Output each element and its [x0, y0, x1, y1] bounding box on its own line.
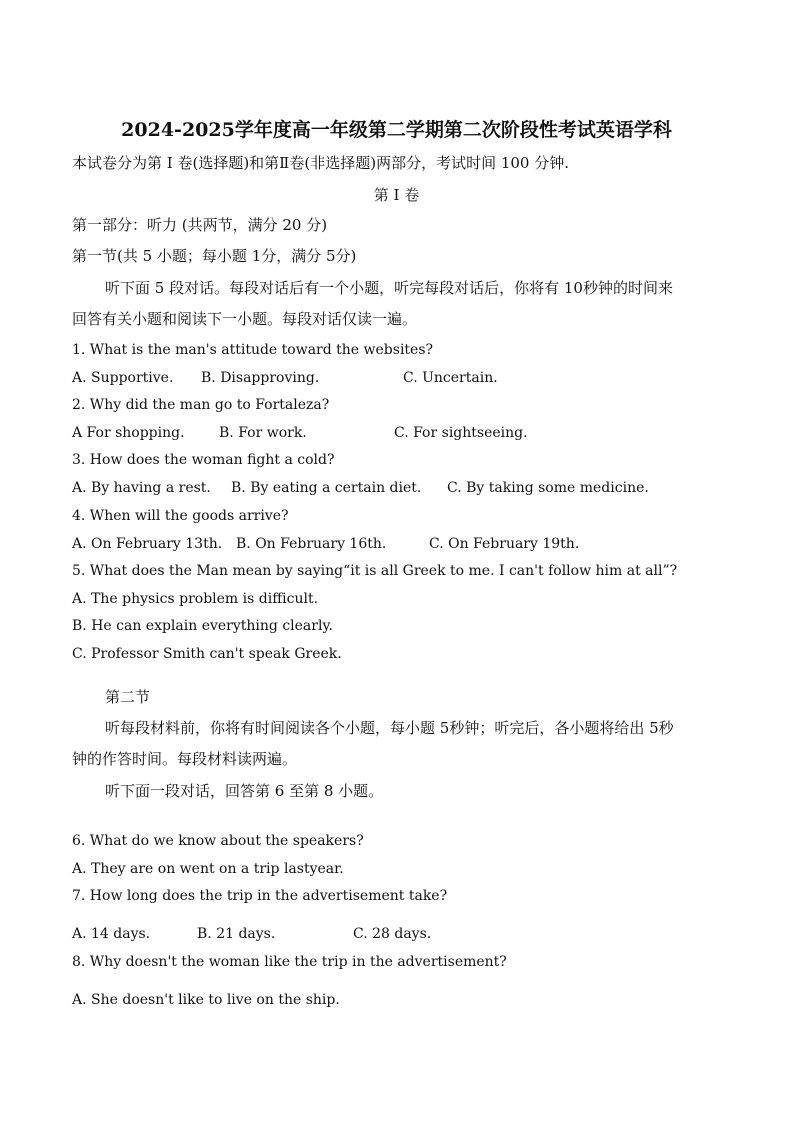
question-6-option-a: A. They are on went on a trip lastyear.	[72, 861, 344, 877]
option-c: C. By taking some medicine.	[447, 480, 649, 496]
option-b: B. Disapproving.	[201, 370, 320, 386]
option-a: A. By having a rest.	[72, 480, 211, 496]
option-c: C. For sightseeing.	[394, 425, 528, 441]
section1-instructions-line2: 回答有关小题和阅读下一小题。每段对话仅读一遍。	[72, 310, 418, 328]
question-6: 6. What do we know about the speakers?	[72, 833, 364, 849]
option-c: C. On February 19th.	[429, 536, 580, 552]
section1-instructions-line1: 听下面 5 段对话。每段对话后有一个小题，听完每段对话后，你将有 10秒钟的时间来	[105, 279, 673, 297]
option-a: A. On February 13th.	[72, 536, 223, 552]
question-5-option-a: A. The physics problem is difficult.	[72, 591, 319, 607]
part1-heading: 第一部分：听力 (共两节，满分 20 分)	[72, 216, 328, 234]
question-8-option-a: A. She doesn't like to live on the ship.	[72, 992, 340, 1008]
question-4: 4. When will the goods arrive?	[72, 508, 289, 524]
exam-title: 2024-2025学年度高一年级第二学期第二次阶段性考试英语学科	[121, 119, 672, 141]
option-b: B. 21 days.	[197, 926, 276, 942]
question-5-option-c: C. Professor Smith can't speak Greek.	[72, 646, 342, 662]
question-7: 7. How long does the trip in the advertisement take?	[72, 888, 448, 904]
option-a: A. 14 days.	[72, 926, 151, 942]
option-c: C. Uncertain.	[403, 370, 498, 386]
option-a: A. Supportive.	[72, 370, 174, 386]
option-b: B. On February 16th.	[236, 536, 387, 552]
question-8: 8. Why doesn't the woman like the trip in the advertisement?	[72, 954, 507, 970]
question-5-option-b: B. He can explain everything clearly.	[72, 618, 333, 634]
volume-heading: 第 I 卷	[373, 186, 420, 204]
option-b: B. By eating a certain diet.	[231, 480, 422, 496]
question-1: 1. What is the man's attitude toward the websites?	[72, 342, 434, 358]
option-a: A For shopping.	[72, 425, 185, 441]
option-c: C. 28 days.	[353, 926, 432, 942]
question-2: 2. Why did the man go to Fortaleza?	[72, 397, 330, 413]
question-5: 5. What does the Man mean by saying“it is all Greek to me. I can't follow him at all”?	[72, 563, 678, 579]
question-3: 3. How does the woman fight a cold?	[72, 452, 335, 468]
section2-instructions-line3: 听下面一段对话，回答第 6 至第 8 小题。	[105, 782, 384, 800]
section2-instructions-line2: 钟的作答时间。每段材料读两遍。	[72, 750, 298, 768]
section2-heading: 第二节	[105, 688, 151, 706]
exam-intro: 本试卷分为第 I 卷(选择题)和第Ⅱ卷(非选择题)两部分，考试时间 100 分钟.	[72, 154, 570, 172]
section2-instructions-line1: 听每段材料前，你将有时间阅读各个小题，每小题 5秒钟；听完后，各小题将给出 5秒	[105, 719, 674, 737]
section1-heading: 第一节(共 5 小题；每小题 1分，满分 5分)	[72, 247, 357, 265]
option-b: B. For work.	[219, 425, 307, 441]
